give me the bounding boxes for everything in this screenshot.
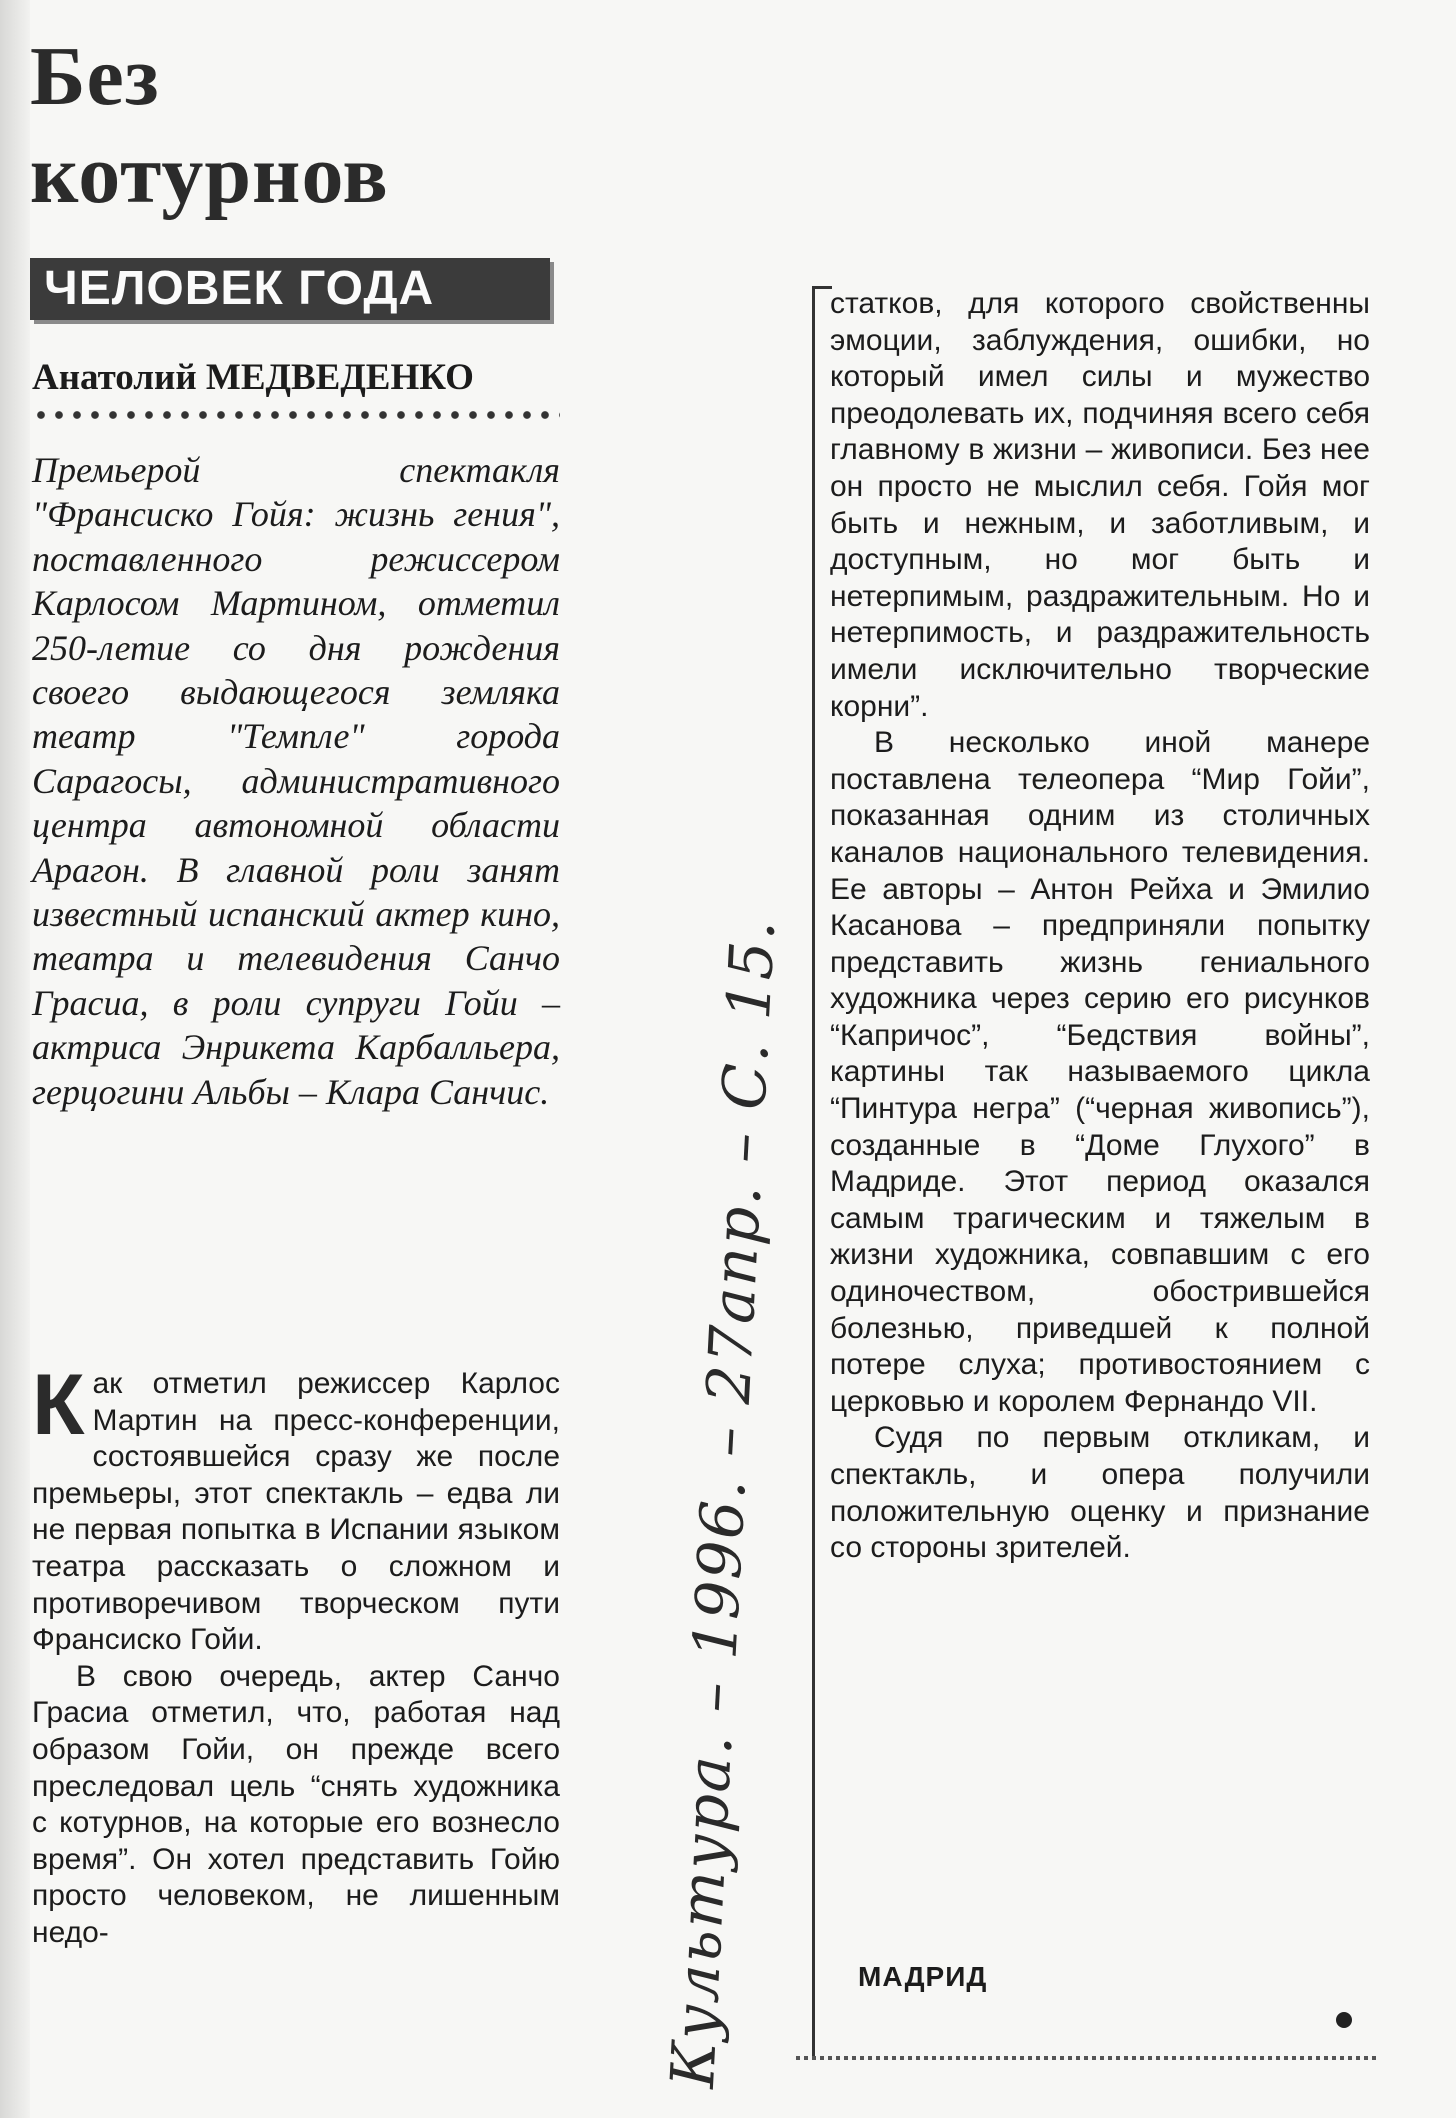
body-paragraph-text: ак отметил режиссер Карлос Мартин на пресс-конференции, состоявшейся сразу же после премьеры, этот спектакль – едва ли не первая попытка в Испании языком театра рассказать о сложном и противоречивом творческом пути Франсиско Гойи. xyxy=(32,1367,560,1657)
scan-edge-shadow xyxy=(0,0,30,2118)
body-paragraph: Судя по первым откликам, и спектакль, и опера получили положительную оценку и признание со стороны зрителей. xyxy=(830,1421,1370,1565)
end-mark xyxy=(1336,2012,1352,2028)
dotted-divider xyxy=(32,408,560,422)
rubric-banner xyxy=(30,258,550,320)
body-paragraph: В несколько иной манере поставлена телеопера “Мир Гойи”, показанная одним из столичных каналов национального телевидения. Ее авторы – Антон Рейха и Эмилио Касанова – предприняли попытку представить жизнь гениального художника через серию его рисунков “Капричос”, “Бедствия войны”, картины так называемого цикла “Пинтура негра” (“черная живопись”), созданные в “Доме Глухого” в Мадриде. Этот период оказался самым трагическим и тяжелым в жизни художника, совпавшим с его одиночеством, обострившейся болезнью, приведшей к полной потере слуха; противостоянием с церковью и королем Фернандо VII. xyxy=(830,726,1370,1418)
column-rule-top xyxy=(812,286,832,289)
rubric-label: ЧЕЛОВЕК ГОДА xyxy=(44,262,435,315)
article-headline xyxy=(30,28,389,224)
body-paragraph: статков, для которого свойственны эмоции, заблуждения, ошибки, но который имел силы и мужество преодолевать их, подчиняя всего себя главному в жизни – живописи. Без нее он просто не мыслил себя. Гойя мог быть и нежным, и заботливым, и доступным, но мог быть и нетерпимым, раздражительным. Но и нетерпимость, и раздражительность имели исключительно творческие корни”. xyxy=(830,287,1370,723)
body-column-left xyxy=(32,1357,560,1952)
drop-cap: К xyxy=(32,1357,85,1453)
lead-paragraph: Премьерой спектакля "Франсиско Гойя: жизнь гения", поставленного режиссером Карлосом Мартином, отметил 250-летие со дня рождения своего выдающегося земляка театр "Темпле" города Сарагосы, административного центра автономной области Арагон. В главной роли занят известный испанский актер кино, театра и телевидения Санчо Грасиа, в роли супруги Гойи – актриса Энрикета Карбалльера, герцогини Альбы – Клара Санчис. xyxy=(32,450,560,1112)
body-paragraph: В свою очередь, актер Санчо Грасиа отметил, что, работая над образом Гойи, он прежде всего преследовал цель “снять художника с котурнов, на которые его вознесло время”. Он хотел представить Гойю просто человеком, не лишенным недо- xyxy=(32,1659,560,1949)
handwritten-citation: Культура. – 1996. – 27апр. – С. 15. xyxy=(658,916,790,2090)
dashed-bottom-rule xyxy=(796,2056,1380,2060)
body-paragraph xyxy=(32,1357,560,1659)
body-column-right xyxy=(830,286,1370,1567)
headline-line-1: Без xyxy=(30,30,160,123)
column-rule xyxy=(812,286,815,2056)
dateline: МАДРИД xyxy=(858,1961,988,1992)
author-byline: Анатолий МЕДВЕДЕНКО xyxy=(32,357,474,398)
headline-line-2: котурнов xyxy=(30,128,389,221)
